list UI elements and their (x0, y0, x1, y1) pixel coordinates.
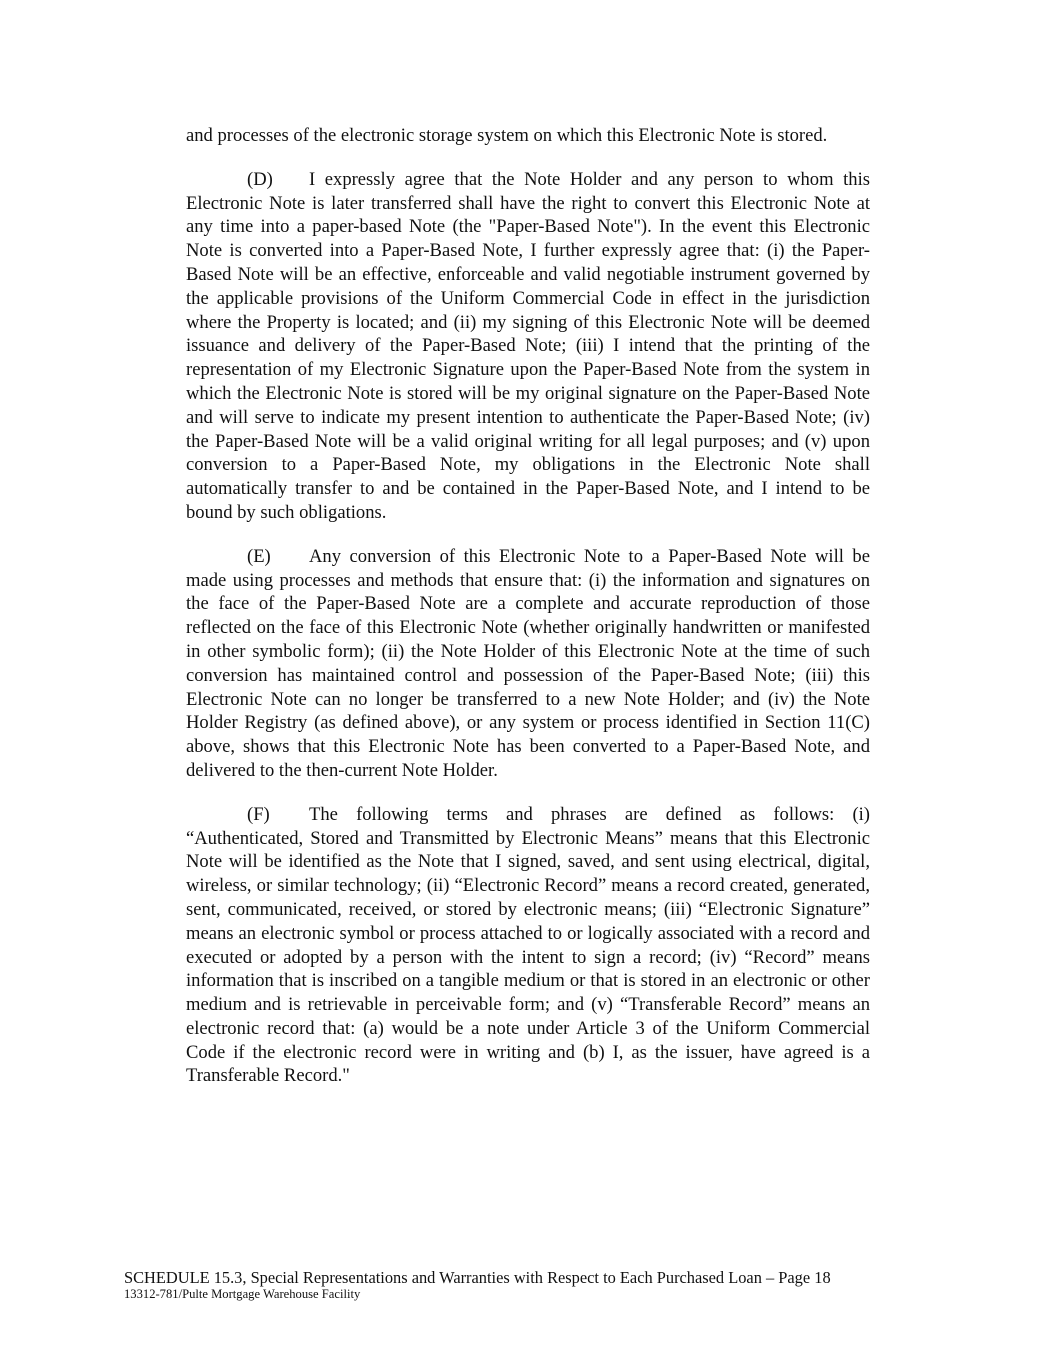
document-body (186, 124, 870, 1108)
paragraph-d-text: I expressly agree that the Note Holder and any person to whom this Electronic Note is later transferred shall have the right to convert this Electronic Note at any time into a paper-based Note (the "Paper-Based Note"). In the event this Electronic Note is converted into a Paper-Based Note, I further expressly agree that: (i) the Paper-Based Note will be an effective, enforceable and valid negotiable instrument governed by the applicable provisions of the Uniform Commercial Code in effect in the jurisdiction where the Property is located; and (ii) my signing of this Electronic Note will be deemed issuance and delivery of the Paper-Based Note; (iii) I intend that the printing of the representation of my Electronic Signature upon the Paper-Based Note from the system in which the Electronic Note is stored will be my original signature on the Paper-Based Note and will serve to indicate my present intention to authenticate the Paper-Based Note; (iv) the Paper-Based Note will be a valid original writing for all legal purposes; and (v) upon conversion to a Paper-Based Note, my obligations in the Electronic Note shall automatically transfer to and be contained in the Paper-Based Note, and I intend to be bound by such obligations. (186, 168, 870, 523)
paragraph-e-label: (E) (247, 545, 271, 567)
paragraph-e-text: Any conversion of this Electronic Note to a Paper-Based Note will be made using processes and methods that ensure that: (i) the information and signatures on the face of the Paper-Based Note are a complete and accurate reproduction of those reflected on the face of this Electronic Note (whether originally handwritten or manifested in other symbolic form); (ii) the Note Holder of this Electronic Note at the time of such conversion has maintained control and possession of the Paper-Based Note; (iii) this Electronic Note can no longer be transferred to a new Note Holder; and (iv) the Note Holder Registry (as defined above), or any system or process identified in Section 11(C) above, shows that this Electronic Note has been converted to a Paper-Based Note, and delivered to the then-current Note Holder. (186, 545, 870, 781)
continuation-paragraph: and processes of the electronic storage system on which this Electronic Note is stored. (186, 125, 828, 146)
paragraph-e (186, 545, 870, 783)
footer-reference: 13312-781/Pulte Mortgage Warehouse Facility (124, 1287, 361, 1301)
paragraph-f (186, 803, 870, 1089)
page-footer (124, 1268, 884, 1302)
paragraph-f-text: The following terms and phrases are defined as follows: (i) “Authenticated, Stored and Transmitted by Electronic Means” means that this Electronic Note will be identified as the Note that I signed, saved, and sent using electrical, digital, wireless, or similar technology; (ii) “Electronic Record” means a record created, generated, sent, communicated, received, or stored by electronic means; (iii) “Electronic Signature” means an electronic symbol or process attached to or logically associated with a record and executed or adopted by a person with the intent to sign a record; (iv) “Record” means information that is inscribed on a tangible medium or that is stored in an electronic or other medium and is retrievable in perceivable form; and (v) “Transferable Record” means an electronic record that: (a) would be a note under Article 3 of the Uniform Commercial Code if the electronic record were in writing and (b) I, as the issuer, have agreed is a Transferable Record." (186, 803, 870, 1087)
paragraph-f-label: (F) (247, 803, 270, 825)
paragraph-d-label: (D) (247, 168, 273, 190)
paragraph-d (186, 168, 870, 525)
footer-title: SCHEDULE 15.3, Special Representations and Warranties with Respect to Each Purchased Loan – Page 18 (124, 1268, 831, 1287)
